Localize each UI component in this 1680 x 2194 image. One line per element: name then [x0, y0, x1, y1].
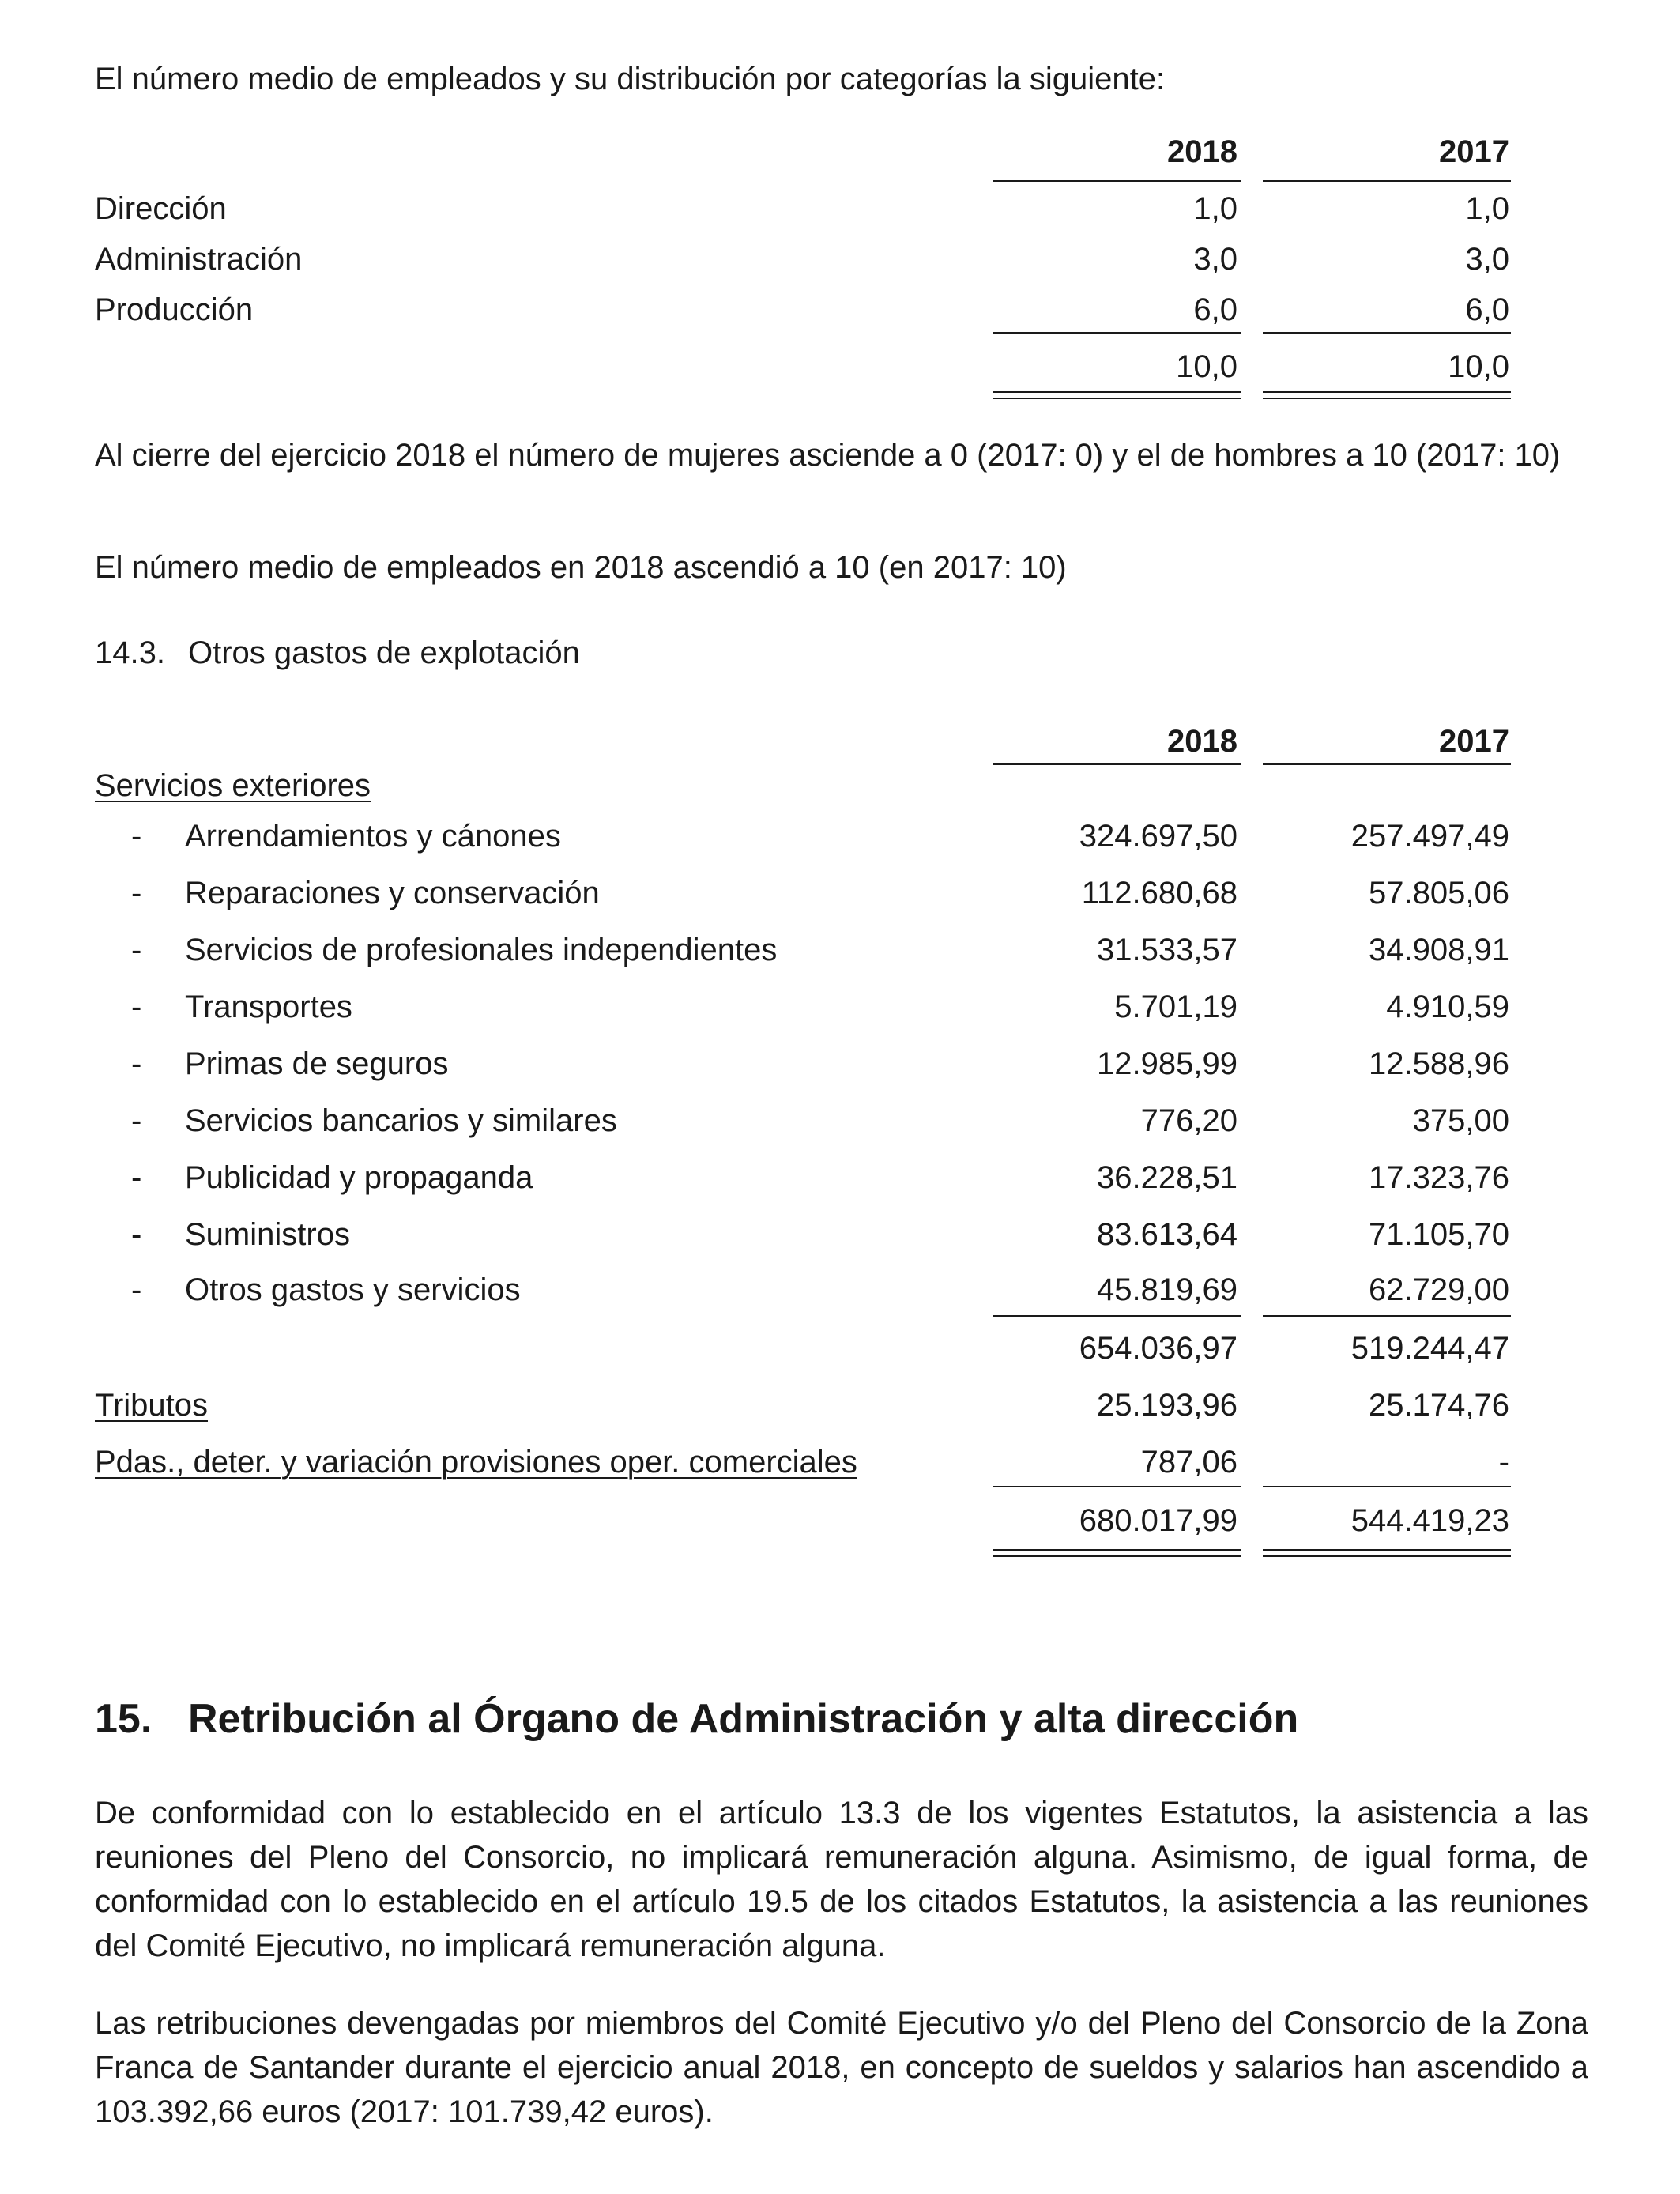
t1-total-double-rule-2018 — [993, 391, 1241, 399]
t2-pdas-label: Pdas., deter. y variación provisiones oper. comerciales — [95, 1445, 857, 1480]
list-dash: - — [131, 1217, 142, 1252]
t2-item-label: Arrendamientos y cánones — [185, 819, 561, 854]
list-dash: - — [131, 1103, 142, 1138]
t2-subtotal-rule-2018 — [993, 1315, 1241, 1317]
t2-pdas-2018: 787,06 — [1140, 1445, 1237, 1480]
t1-row-label: Producción — [95, 292, 254, 327]
t2-item-label: Servicios bancarios y similares — [185, 1103, 617, 1138]
t1-row-2017: 1,0 — [1465, 191, 1509, 226]
t2-item-2017: 17.323,76 — [1369, 1160, 1509, 1195]
t2-total-double-rule-2017 — [1263, 1549, 1511, 1557]
t1-row-2018: 6,0 — [1193, 292, 1237, 327]
t2-item-2018: 776,20 — [1140, 1103, 1237, 1138]
t2-subtotal-rule-2017 — [1263, 1315, 1511, 1317]
t1-header-rule-2018 — [993, 180, 1241, 182]
t1-year-2018: 2018 — [1167, 134, 1237, 169]
t1-subtotal-rule-2018 — [993, 332, 1241, 334]
t1-total-2018: 10,0 — [1176, 349, 1237, 384]
t2-total-double-rule-2018 — [993, 1549, 1241, 1557]
t2-total-rule-2017 — [1263, 1486, 1511, 1487]
t2-item-2018: 36.228,51 — [1097, 1160, 1237, 1195]
t2-total-rule-2018 — [993, 1486, 1241, 1487]
t2-pdas-2017: - — [1498, 1445, 1509, 1480]
t2-item-2017: 71.105,70 — [1369, 1217, 1509, 1252]
t2-item-2017: 62.729,00 — [1369, 1272, 1509, 1307]
gender-paragraph: Al cierre del ejercicio 2018 el número de mujeres asciende a 0 (2017: 0) y el de hombres a 10 (2017: 10) — [95, 438, 1561, 473]
section-15-title: Retribución al Órgano de Administración y alta dirección — [188, 1696, 1299, 1742]
t2-item-2018: 83.613,64 — [1097, 1217, 1237, 1252]
t2-header-rule-2018 — [993, 763, 1241, 765]
section-15-heading — [95, 1691, 1298, 1747]
list-dash: - — [131, 1160, 142, 1195]
t2-item-label: Primas de seguros — [185, 1046, 449, 1081]
section-14-3-heading — [95, 631, 580, 675]
average-paragraph: El número medio de empleados en 2018 ascendió a 10 (en 2017: 10) — [95, 550, 1067, 585]
t1-row-label: Administración — [95, 242, 303, 277]
t2-subtotal-2018: 654.036,97 — [1079, 1331, 1237, 1366]
t2-item-label: Suministros — [185, 1217, 350, 1252]
section-15-paragraph-2: Las retribuciones devengadas por miembros del Comité Ejecutivo y/o del Pleno del Consorcio de la Zona Franca de Santander durante el ejercicio anual 2018, en concepto de sueldos y salarios han ascendido a 103.392,66 euros (2017: 101.739,42 euros). — [95, 2006, 1588, 2129]
section-15-paragraph-1: De conformidad con lo establecido en el artículo 13.3 de los vigentes Estatutos, la asistencia a las reuniones del Pleno del Consorcio, no implicará remuneración alguna. Asimismo, de igual forma, de conformidad con lo establecido en el artículo 19.5 de los citados Estatutos, la asistencia a las reuniones del Comité Ejecutivo, no implicará remuneración alguna. — [95, 1796, 1588, 1963]
t2-item-2018: 45.819,69 — [1097, 1272, 1237, 1307]
list-dash: - — [131, 876, 142, 910]
t1-row-label: Dirección — [95, 191, 227, 226]
t1-year-2017: 2017 — [1439, 134, 1509, 169]
t2-item-label: Otros gastos y servicios — [185, 1272, 521, 1307]
t2-item-2018: 5.701,19 — [1114, 990, 1237, 1024]
t2-item-2017: 4.910,59 — [1386, 990, 1509, 1024]
t2-item-label: Servicios de profesionales independientes — [185, 933, 778, 967]
t1-subtotal-rule-2017 — [1263, 332, 1511, 334]
t2-item-2017: 34.908,91 — [1369, 933, 1509, 967]
t2-item-2017: 12.588,96 — [1369, 1046, 1509, 1081]
t2-header-rule-2017 — [1263, 763, 1511, 765]
t2-year-2018: 2018 — [1167, 724, 1237, 759]
t2-item-2018: 31.533,57 — [1097, 933, 1237, 967]
list-dash: - — [131, 1046, 142, 1081]
list-dash: - — [131, 933, 142, 967]
t1-row-2017: 3,0 — [1465, 242, 1509, 277]
section-14-3-number: 14.3. — [95, 635, 165, 670]
t1-row-2018: 3,0 — [1193, 242, 1237, 277]
t2-total-2018: 680.017,99 — [1079, 1503, 1237, 1538]
t2-item-2018: 324.697,50 — [1079, 819, 1237, 854]
t2-item-label: Reparaciones y conservación — [185, 876, 600, 910]
t2-item-label: Transportes — [185, 990, 352, 1024]
t1-row-2018: 1,0 — [1193, 191, 1237, 226]
t2-item-2017: 57.805,06 — [1369, 876, 1509, 910]
t2-year-2017: 2017 — [1439, 724, 1509, 759]
t2-item-2018: 112.680,68 — [1081, 876, 1237, 910]
intro-text: El número medio de empleados y su distribución por categorías la siguiente: — [95, 62, 1166, 96]
section-14-3-title: Otros gastos de explotación — [188, 635, 580, 670]
t2-subtotal-2017: 519.244,47 — [1350, 1331, 1509, 1366]
t2-tributos-2018: 25.193,96 — [1097, 1388, 1237, 1423]
t1-row-2017: 6,0 — [1465, 292, 1509, 327]
t2-item-2018: 12.985,99 — [1097, 1046, 1237, 1081]
t2-item-2017: 375,00 — [1412, 1103, 1509, 1138]
t2-item-label: Publicidad y propaganda — [185, 1160, 533, 1195]
section-15-number: 15. — [95, 1696, 153, 1742]
t1-total-2017: 10,0 — [1448, 349, 1509, 384]
t2-total-2017: 544.419,23 — [1350, 1503, 1509, 1538]
t1-total-double-rule-2017 — [1263, 391, 1511, 399]
list-dash: - — [131, 819, 142, 854]
list-dash: - — [131, 1272, 142, 1307]
t2-tributos-2017: 25.174,76 — [1369, 1388, 1509, 1423]
t2-item-2017: 257.497,49 — [1350, 819, 1509, 854]
t2-group-label: Servicios exteriores — [95, 768, 371, 803]
t2-tributos-label: Tributos — [95, 1388, 209, 1423]
list-dash: - — [131, 990, 142, 1024]
t1-header-rule-2017 — [1263, 180, 1511, 182]
